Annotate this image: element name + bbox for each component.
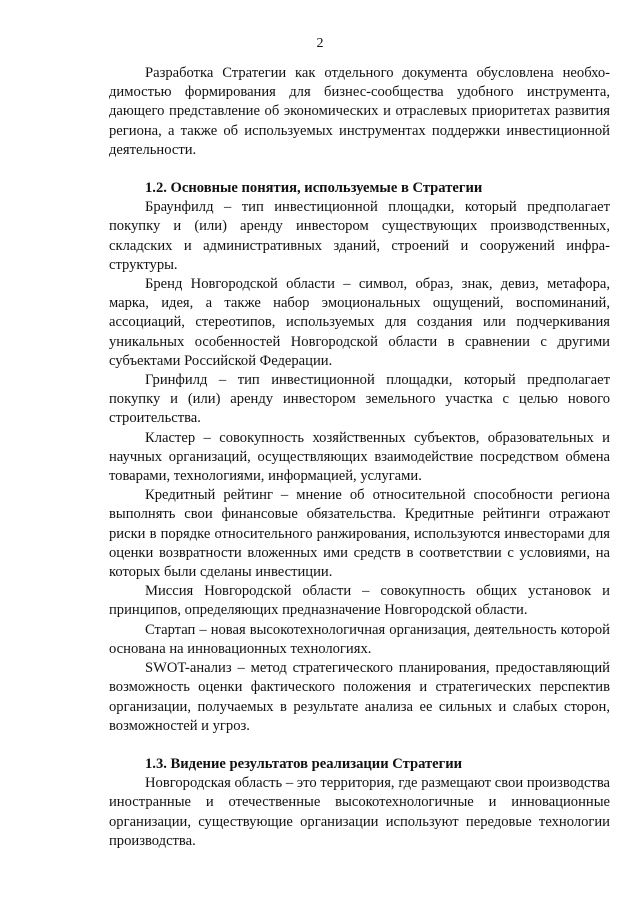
document-body — [109, 64, 610, 851]
definition-credit-rating: Кредитный рейтинг – мнение об относительной способности региона выполнять свои финансовые обязательства. Кредитные рейтинги отражают риски в порядке относительного ранжирования, используются инвесторами для оценки возвратности вложенных ими средств в соответствии с условиями, на которых были сделаны инвестиции. — [109, 487, 610, 581]
definition-brand: Бренд Новгородской области – символ, образ, знак, девиз, метафора, марка, идея, а также набор эмоциональных ощущений, воспоминаний, ассоциаций, стереотипов, используемых для создания или подчеркивания уникальных особенностей Новгородской области в сравнении с другими субъектами Российской Федерации. — [109, 276, 610, 369]
section-heading-1-2: 1.2. Основные понятия, используемые в Стратегии — [145, 180, 483, 197]
definition-brownfield: Браунфилд – тип инвестиционной площадки, который предполагает покупку и (или) аренду инвестором существующих производственных, складских и административных зданий, строений и сооружений инфраструктуры. — [109, 199, 610, 273]
definition-cluster: Кластер – совокупность хозяйственных субъектов, образовательных и научных организаций, осуществляющих взаимодействие посредством обмена товарами, технологиями, информацией, услугами. — [109, 429, 610, 485]
vision-paragraph: Новгородская область – это территория, где размещают свои производства иностранные и отечественные высокотехнологичные и инновационные организации, существующие организации используют передовые технологии производства. — [109, 775, 610, 849]
page-number: 2 — [316, 36, 324, 51]
definition-greenfield: Гринфилд – тип инвестиционной площадки, который предполагает покупку и (или) аренду инвестором земельного участка с целью нового строительства. — [109, 372, 610, 427]
section-heading-1-3: 1.3. Видение результатов реализации Стратегии — [145, 755, 463, 772]
definition-mission: Миссия Новгородской области – совокупность общих установок и принципов, определяющих предназначение Новгородской области. — [109, 583, 610, 619]
intro-paragraph: Разработка Стратегии как отдельного документа обусловлена необходимостью формирования для бизнес-сообщества удобного инструмента, дающего представление об экономических и отраслевых приоритетах развития региона, а также об используемых инструментах поддержки инвестиционной деятельности. — [109, 65, 610, 158]
definition-startup: Стартап – новая высокотехнологичная организация, деятельность которой основана на инновационных технологиях. — [109, 621, 610, 657]
section-spacer — [109, 736, 610, 755]
section-spacer — [109, 160, 610, 179]
definition-swot: SWOT-анализ – метод стратегического планирования, предоставляющий возможность оценки фактического положения и стратегических перспектив организации, получаемых в результате анализа ее сильных и слабых сторон, возможностей и угроз. — [109, 660, 610, 734]
